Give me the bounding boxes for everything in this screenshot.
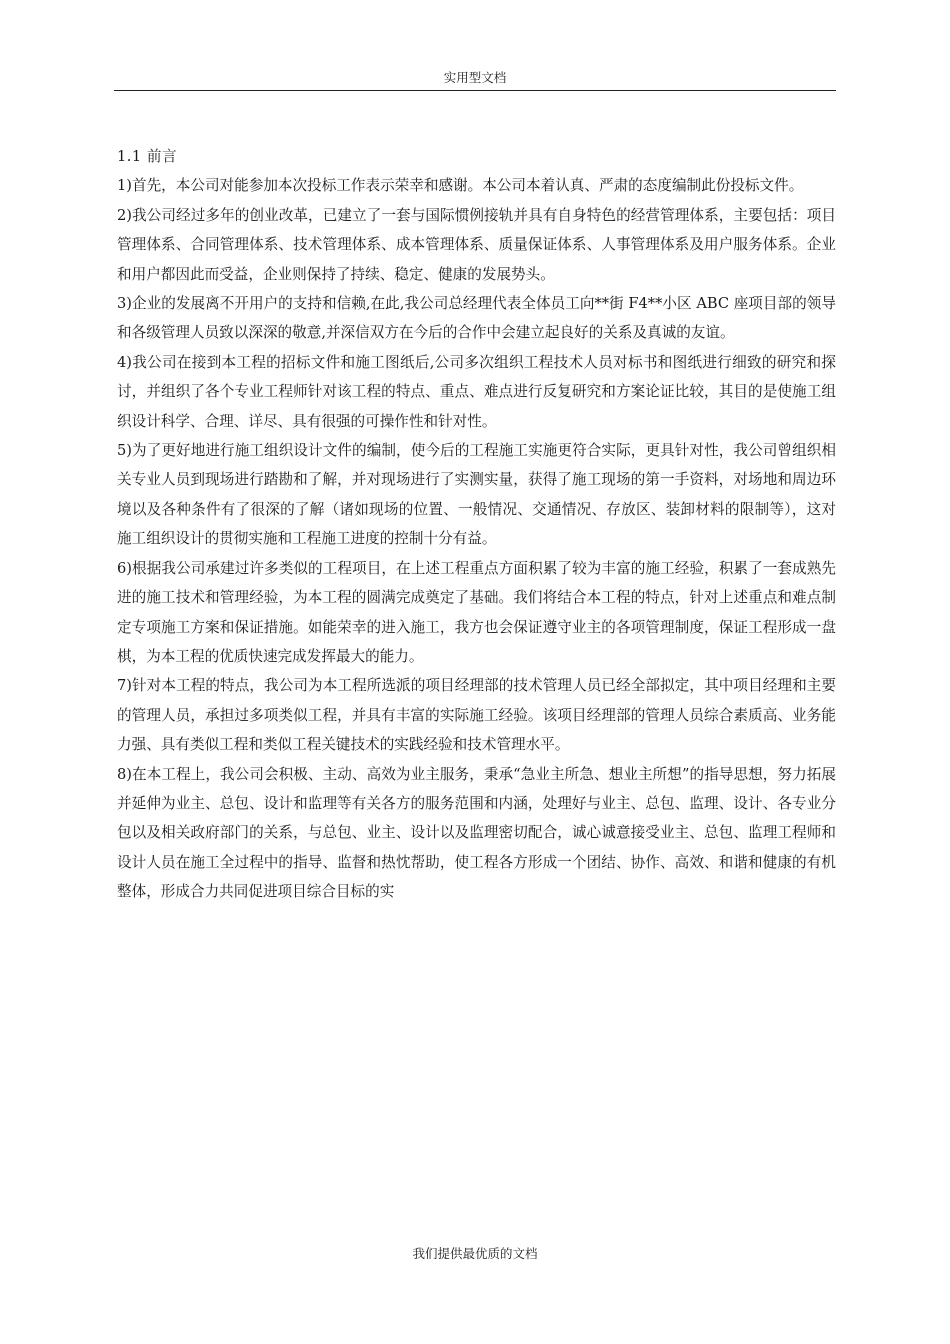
paragraph-7: 7)针对本工程的特点，我公司为本工程所选派的项目经理部的技术管理人员已经全部拟定，其中项目经理和主要的管理人员，承担过多项类似工程，并具有丰富的实际施工经验。该项目经理部的管理人员综合素质高、业务能力强、具有类似工程和类似工程关键技术的实践经验和技术管理水平。	[117, 677, 836, 754]
paragraph-4: 4)我公司在接到本工程的招标文件和施工图纸后,公司多次组织工程技术人员对标书和图纸进行细致的研究和探讨，并组织了各个专业工程师针对该工程的特点、重点、难点进行反复研究和方案论证比较，其目的是使施工组织设计科学、合理、详尽、具有很强的可操作性和针对性。	[117, 353, 836, 430]
section-title: 1.1 前言	[117, 148, 178, 165]
paragraph-8: 8)在本工程上，我公司会积极、主动、高效为业主服务，秉承“急业主所急、想业主所想”的指导思想，努力拓展并延伸为业主、总包、设计和监理等有关各方的服务范围和内涵，处理好与业主、总包、监理、设计、各专业分包以及相关政府部门的关系，与总包、业主、设计以及监理密切配合，诚心诚意接受业主、总包、监理工程师和设计人员在施工全过程中的指导、监督和热忱帮助，使工程各方形成一个团结、协作、高效、和谐和健康的有机整体，形成合力共同促进项目综合目标的实	[117, 765, 836, 901]
paragraph-5: 5)为了更好地进行施工组织设计文件的编制，使今后的工程施工实施更符合实际，更具针对性，我公司曾组织相关专业人员到现场进行踏勘和了解，并对现场进行了实测实量，获得了施工现场的第一手资料，对场地和周边环境以及各种条件有了很深的了解（诸如现场的位置、一般情况、交通情况、存放区、装卸材料的限制等），这对施工组织设计的贯彻实施和工程施工进度的控制十分有益。	[117, 442, 836, 548]
header-title: 实用型文档	[443, 70, 507, 85]
footer-text: 我们提供最优质的文档	[412, 1246, 538, 1261]
document-body	[117, 142, 836, 907]
paragraph-1: 1)首先，本公司对能参加本次投标工作表示荣幸和感谢。本公司本着认真、严肃的态度编制此份投标文件。	[117, 177, 804, 195]
paragraph-2: 2)我公司经过多年的创业改革，已建立了一套与国际惯例接轨并具有自身特色的经营管理体系，主要包括：项目管理体系、合同管理体系、技术管理体系、成本管理体系、质量保证体系、人事管理体系及用户服务体系。企业和用户都因此而受益，企业则保持了持续、稳定、健康的发展势头。	[117, 206, 836, 283]
page-header	[114, 70, 836, 91]
paragraph-6: 6)根据我公司承建过许多类似的工程项目，在上述工程重点方面积累了较为丰富的施工经验，积累了一套成熟先进的施工技术和管理经验，为本工程的圆满完成奠定了基础。我们将结合本工程的特点，针对上述重点和难点制定专项施工方案和保证措施。如能荣幸的进入施工，我方也会保证遵守业主的各项管理制度，保证工程形成一盘棋，为本工程的优质快速完成发挥最大的能力。	[117, 559, 836, 665]
paragraph-3: 3)企业的发展离不开用户的支持和信赖,在此,我公司总经理代表全体员工向**街 F4**小区 ABC 座项目部的领导和各级管理人员致以深深的敬意,并深信双方在今后的合作中会建立起良好的关系及真诚的友谊。	[117, 295, 836, 342]
page-footer	[0, 1246, 950, 1262]
